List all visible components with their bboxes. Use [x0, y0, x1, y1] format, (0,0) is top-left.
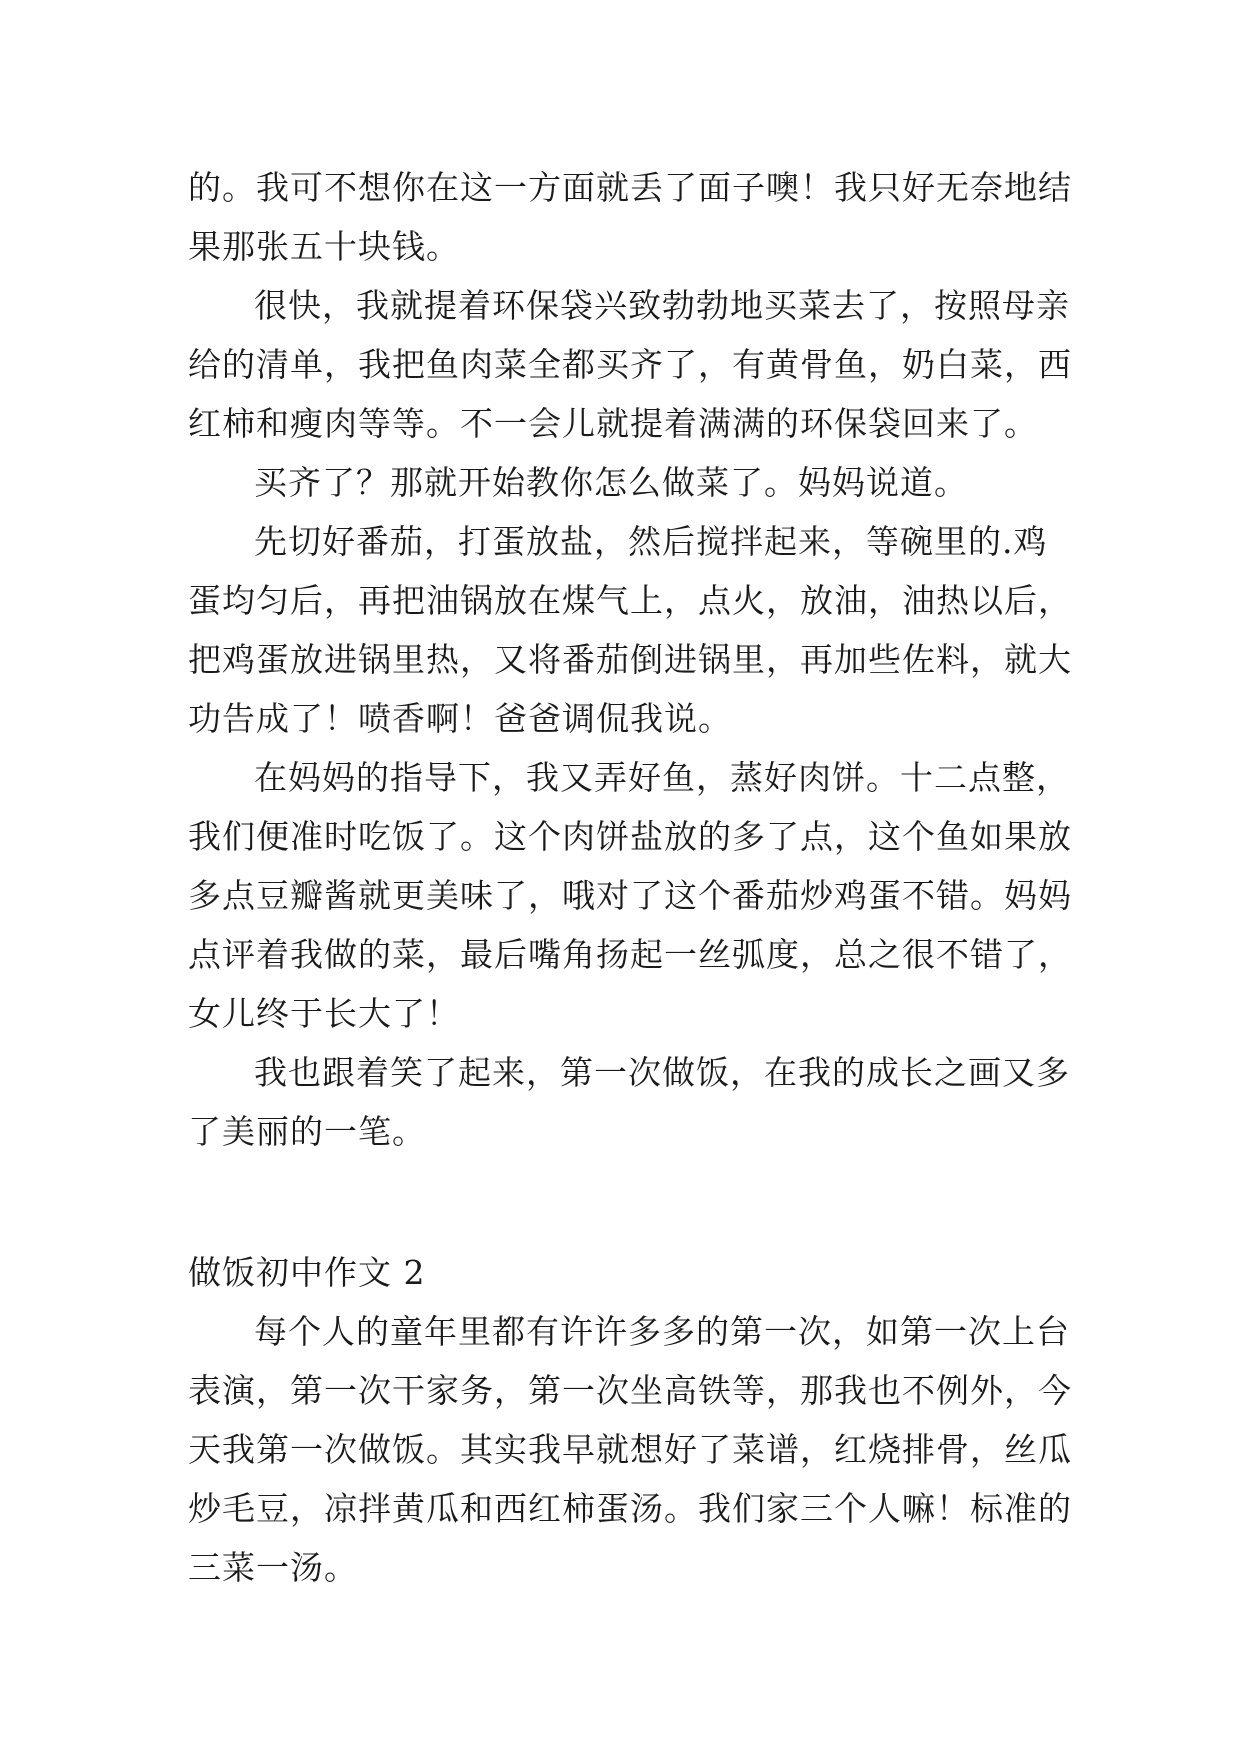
text-line: 我们便准时吃饭了。这个肉饼盐放的多了点，这个鱼如果放	[188, 817, 1072, 856]
paragraph	[188, 453, 1068, 512]
text-line: 功告成了！喷香啊！爸爸调侃我说。	[188, 699, 732, 738]
text-line: 我也跟着笑了起来，第一次做饭，在我的成长之画又多	[254, 1053, 1070, 1092]
text-line: 买齐了？那就开始教你怎么做菜了。妈妈说道。	[254, 463, 968, 502]
text-line: 先切好番茄，打蛋放盐，然后搅拌起来，等碗里的.鸡	[254, 522, 1048, 561]
text-line: 女儿终于长大了！	[188, 994, 460, 1033]
text-line: 每个人的童年里都有许许多多的第一次，如第一次上台	[254, 1312, 1070, 1351]
text-line: 果那张五十块钱。	[188, 227, 460, 266]
text-line: 炒毛豆，凉拌黄瓜和西红柿蛋汤。我们家三个人嘛！标准的	[188, 1489, 1072, 1528]
paragraph	[188, 1302, 1072, 1597]
text-line: 点评着我做的菜，最后嘴角扬起一丝弧度，总之很不错了，	[188, 935, 1072, 974]
text-line: 给的清单，我把鱼肉菜全都买齐了，有黄骨鱼，奶白菜，西	[188, 345, 1072, 384]
document-page	[188, 158, 1072, 1597]
paragraph	[188, 748, 1072, 1043]
paragraph	[188, 1043, 1068, 1161]
text-line: 很快，我就提着环保袋兴致勃勃地买菜去了，按照母亲	[254, 286, 1070, 325]
paragraph	[188, 158, 1072, 276]
paragraph	[188, 512, 1072, 748]
text-line: 把鸡蛋放进锅里热，又将番茄倒进锅里，再加些佐料，就大	[188, 640, 1072, 679]
text-line: 三菜一汤。	[188, 1548, 358, 1587]
text-line: 表演，第一次干家务，第一次坐高铁等，那我也不例外，今	[188, 1371, 1072, 1410]
text-line: 在妈妈的指导下，我又弄好鱼，蒸好肉饼。十二点整，	[254, 758, 1070, 797]
section-title: 做饭初中作文 2	[188, 1253, 426, 1292]
text-line: 红柿和瘦肉等等。不一会儿就提着满满的环保袋回来了。	[188, 404, 1038, 443]
text-line: 多点豆瓣酱就更美味了，哦对了这个番茄炒鸡蛋不错。妈妈	[188, 876, 1072, 915]
text-line: 的。我可不想你在这一方面就丢了面子噢！我只好无奈地结	[188, 168, 1072, 207]
paragraph	[188, 276, 1072, 453]
section-gap	[188, 1161, 1068, 1243]
text-line: 天我第一次做饭。其实我早就想好了菜谱，红烧排骨，丝瓜	[188, 1430, 1072, 1469]
text-line: 蛋均匀后，再把油锅放在煤气上，点火，放油，油热以后，	[188, 581, 1072, 620]
text-line: 了美丽的一笔。	[188, 1112, 426, 1151]
